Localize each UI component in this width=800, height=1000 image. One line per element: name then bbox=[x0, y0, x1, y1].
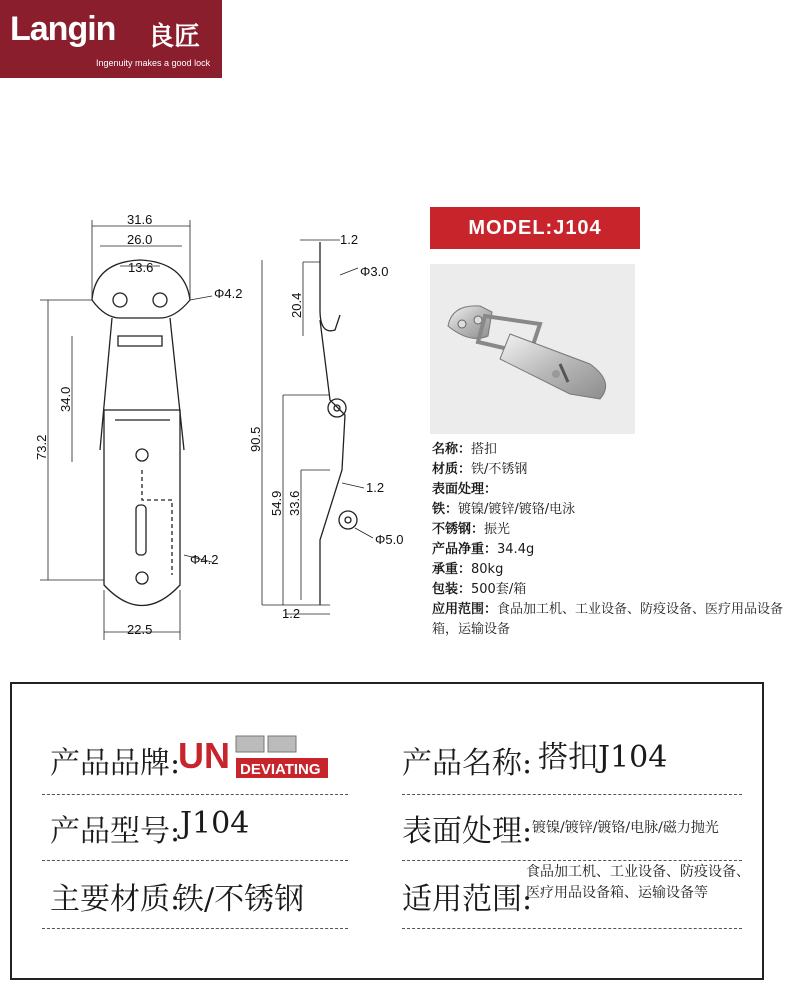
front-slot bbox=[136, 505, 146, 555]
spec-material: 材质：铁/不锈钢 bbox=[432, 462, 528, 477]
dim-1-2-mid: 1.2 bbox=[366, 480, 385, 495]
model-banner: MODEL:J104 bbox=[430, 207, 640, 249]
front-hole-left bbox=[113, 293, 127, 307]
dim-22-5: 22.5 bbox=[127, 622, 153, 637]
divider bbox=[402, 928, 742, 929]
brand-logo bbox=[0, 0, 222, 78]
spec-usage: 应用范围：食品加工机、工业设备、防疫设备、医疗用品设备箱，运输设备 bbox=[432, 602, 784, 637]
label-surface: 表面处理: bbox=[402, 814, 533, 849]
value-surface: 镀镍/镀锌/镀铬/电脉/磁力抛光 bbox=[532, 820, 719, 836]
spec-name: 名称：搭扣 bbox=[432, 442, 498, 457]
deviating-logo bbox=[178, 732, 328, 782]
svg-text:DEVIATING: DEVIATING bbox=[240, 761, 321, 778]
label-material: 主要材质: bbox=[50, 882, 181, 917]
label-model: 产品型号: bbox=[50, 814, 181, 849]
value-product-name: 搭扣J104 bbox=[538, 740, 668, 775]
spec-list bbox=[432, 440, 792, 640]
dim-13-6: 13.6 bbox=[128, 260, 154, 275]
dim-hole-4-2-bottom: Φ4.2 bbox=[190, 552, 219, 567]
spec-surface: 表面处理： bbox=[432, 482, 498, 497]
divider bbox=[42, 860, 348, 861]
dim-90-5: 90.5 bbox=[248, 426, 263, 452]
dim-20-4: 20.4 bbox=[289, 292, 304, 318]
divider bbox=[402, 794, 742, 795]
front-lever bbox=[104, 410, 180, 606]
brand-logo-wordmark: Langin bbox=[10, 10, 116, 48]
technical-drawing bbox=[0, 190, 420, 650]
side-body bbox=[320, 320, 345, 605]
spec-weight: 产品净重：34.4g bbox=[432, 542, 535, 557]
label-product-name: 产品名称: bbox=[402, 746, 533, 781]
dim-hole-4-2-top: Φ4.2 bbox=[214, 286, 243, 301]
front-loop bbox=[100, 318, 184, 450]
spec-stainless: 不锈钢：振光 bbox=[432, 522, 511, 537]
brand-logo-chinese: 良匠 bbox=[148, 22, 201, 52]
dim-34-0: 34.0 bbox=[58, 386, 73, 412]
info-table bbox=[10, 682, 764, 980]
dim-1-2-bottom: 1.2 bbox=[282, 606, 301, 621]
dim-26-0: 26.0 bbox=[127, 232, 153, 247]
dim-54-9: 54.9 bbox=[269, 490, 284, 516]
product-photo bbox=[430, 264, 635, 434]
divider bbox=[42, 794, 348, 795]
value-material: 铁/不锈钢 bbox=[174, 882, 305, 917]
side-hook bbox=[320, 242, 340, 331]
label-usage: 适用范围: bbox=[402, 882, 533, 917]
value-usage: 食品加工机、工业设备、防疫设备、医疗用品设备箱、运输设备等 bbox=[526, 864, 750, 901]
dim-31-6: 31.6 bbox=[127, 212, 153, 227]
divider bbox=[42, 928, 348, 929]
divider bbox=[402, 860, 742, 861]
dim-73-2: 73.2 bbox=[34, 434, 49, 460]
deviating-logo-mark bbox=[178, 732, 328, 782]
front-hole-right bbox=[153, 293, 167, 307]
svg-text:UN: UN bbox=[178, 735, 230, 776]
spec-package: 包装：500套/箱 bbox=[432, 582, 527, 597]
value-model: J104 bbox=[180, 806, 250, 841]
spec-load: 承重：80kg bbox=[432, 562, 504, 577]
label-brand: 产品品牌: bbox=[50, 746, 181, 781]
dim-pin-5-0: Φ5.0 bbox=[375, 532, 404, 547]
dim-33-6: 33.6 bbox=[287, 490, 302, 516]
brand-tagline: Ingenuity makes a good lock bbox=[96, 58, 211, 68]
dim-1-2-top: 1.2 bbox=[340, 232, 359, 247]
dim-hook-3-0: Φ3.0 bbox=[360, 264, 389, 279]
spec-iron: 铁：镀镍/镀锌/镀铬/电泳 bbox=[432, 502, 576, 517]
